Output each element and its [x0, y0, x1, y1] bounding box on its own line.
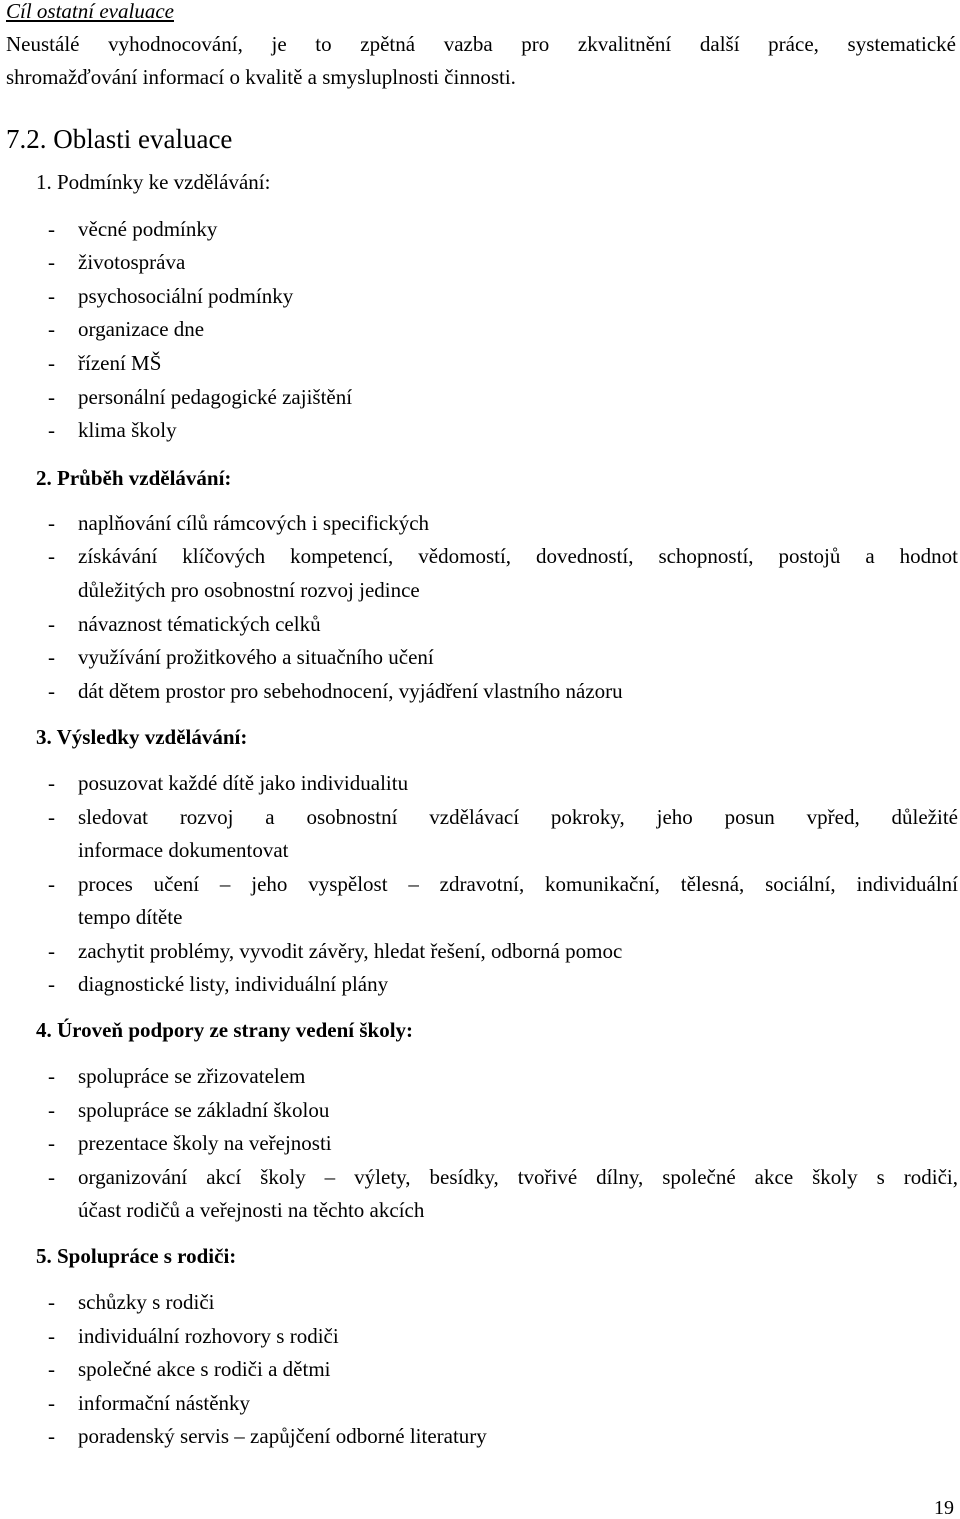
- list-dash: -: [48, 1098, 55, 1122]
- list-dash: -: [48, 1391, 55, 1415]
- list-dash: -: [48, 317, 55, 341]
- list-item-text: spolupráce se zřizovatelem: [78, 1064, 306, 1088]
- list-item-text: sledovat rozvoj a osobnostní vzdělávací pokroky, jeho posun vpřed, důležité: [78, 805, 958, 829]
- list-dash: -: [48, 1064, 55, 1088]
- list-item-text: psychosociální podmínky: [78, 284, 294, 308]
- list-dash: -: [48, 1165, 55, 1189]
- list-item-text: spolupráce se základní školou: [78, 1098, 330, 1122]
- intro-paragraph-line-1: Neustálé vyhodnocování, je to zpětná vazba pro zkvalitnění další práce, systematické: [6, 32, 956, 56]
- evaluation-heading: Cíl ostatní evaluace: [6, 0, 174, 23]
- group-2-title: 2. Průběh vzdělávání:: [36, 466, 232, 490]
- list-item-text: poradenský servis – zapůjčení odborné literatury: [78, 1424, 487, 1448]
- list-item-text: organizace dne: [78, 317, 205, 341]
- list-item-text: životospráva: [78, 250, 186, 274]
- list-dash: -: [48, 385, 55, 409]
- list-item-text: získávání klíčových kompetencí, vědomostí, dovedností, schopností, postojů a hodnot: [78, 544, 958, 568]
- list-item-continuation: tempo dítěte: [78, 905, 183, 929]
- list-dash: -: [48, 679, 55, 703]
- list-dash: -: [48, 511, 55, 535]
- list-item-text: řízení MŠ: [78, 351, 162, 375]
- list-dash: -: [48, 1357, 55, 1381]
- list-item-text: návaznost tématických celků: [78, 612, 321, 636]
- group-3-title: 3. Výsledky vzdělávání:: [36, 725, 248, 749]
- list-item-text: organizování akcí školy – výlety, besídky, tvořivé dílny, společné akce školy s rodiči,: [78, 1165, 958, 1189]
- list-dash: -: [48, 1424, 55, 1448]
- list-item-text: schůzky s rodiči: [78, 1290, 215, 1314]
- list-item-continuation: důležitých pro osobnostní rozvoj jedince: [78, 578, 420, 602]
- list-item-text: klima školy: [78, 418, 177, 442]
- list-dash: -: [48, 872, 55, 896]
- list-item-text: diagnostické listy, individuální plány: [78, 972, 389, 996]
- group-4-title: 4. Úroveň podpory ze strany vedení školy:: [36, 1018, 414, 1042]
- list-dash: -: [48, 612, 55, 636]
- list-item-continuation: informace dokumentovat: [78, 838, 289, 862]
- list-item-text: posuzovat každé dítě jako individualitu: [78, 771, 409, 795]
- list-dash: -: [48, 1131, 55, 1155]
- list-item-text: věcné podmínky: [78, 217, 218, 241]
- list-dash: -: [48, 771, 55, 795]
- group-1-title: 1. Podmínky ke vzdělávání:: [36, 170, 271, 194]
- intro-paragraph-line-2: shromažďování informací o kvalitě a smysluplnosti činnosti.: [6, 65, 516, 89]
- list-dash: -: [48, 645, 55, 669]
- list-item-text: naplňování cílů rámcových i specifických: [78, 511, 430, 535]
- list-dash: -: [48, 1324, 55, 1348]
- list-item-text: informační nástěnky: [78, 1391, 251, 1415]
- list-dash: -: [48, 284, 55, 308]
- list-dash: -: [48, 1290, 55, 1314]
- list-item-text: proces učení – jeho vyspělost – zdravotní, komunikační, tělesná, sociální, individuální: [78, 872, 958, 896]
- list-dash: -: [48, 939, 55, 963]
- list-dash: -: [48, 351, 55, 375]
- list-item-text: personální pedagogické zajištění: [78, 385, 353, 409]
- list-item-text: prezentace školy na veřejnosti: [78, 1131, 332, 1155]
- list-item-text: zachytit problémy, vyvodit závěry, hledat řešení, odborná pomoc: [78, 939, 623, 963]
- list-item-text: společné akce s rodiči a dětmi: [78, 1357, 331, 1381]
- section-title: 7.2. Oblasti evaluace: [6, 124, 233, 154]
- list-dash: -: [48, 217, 55, 241]
- list-dash: -: [48, 418, 55, 442]
- group-5-title: 5. Spolupráce s rodiči:: [36, 1244, 237, 1268]
- list-dash: -: [48, 544, 55, 568]
- list-item-text: využívání prožitkového a situačního učení: [78, 645, 434, 669]
- list-dash: -: [48, 805, 55, 829]
- list-item-text: individuální rozhovory s rodiči: [78, 1324, 339, 1348]
- list-item-continuation: účast rodičů a veřejnosti na těchto akcích: [78, 1198, 425, 1222]
- list-dash: -: [48, 250, 55, 274]
- list-item-text: dát dětem prostor pro sebehodnocení, vyjádření vlastního názoru: [78, 679, 623, 703]
- list-dash: -: [48, 972, 55, 996]
- page-number: 19: [934, 1497, 954, 1519]
